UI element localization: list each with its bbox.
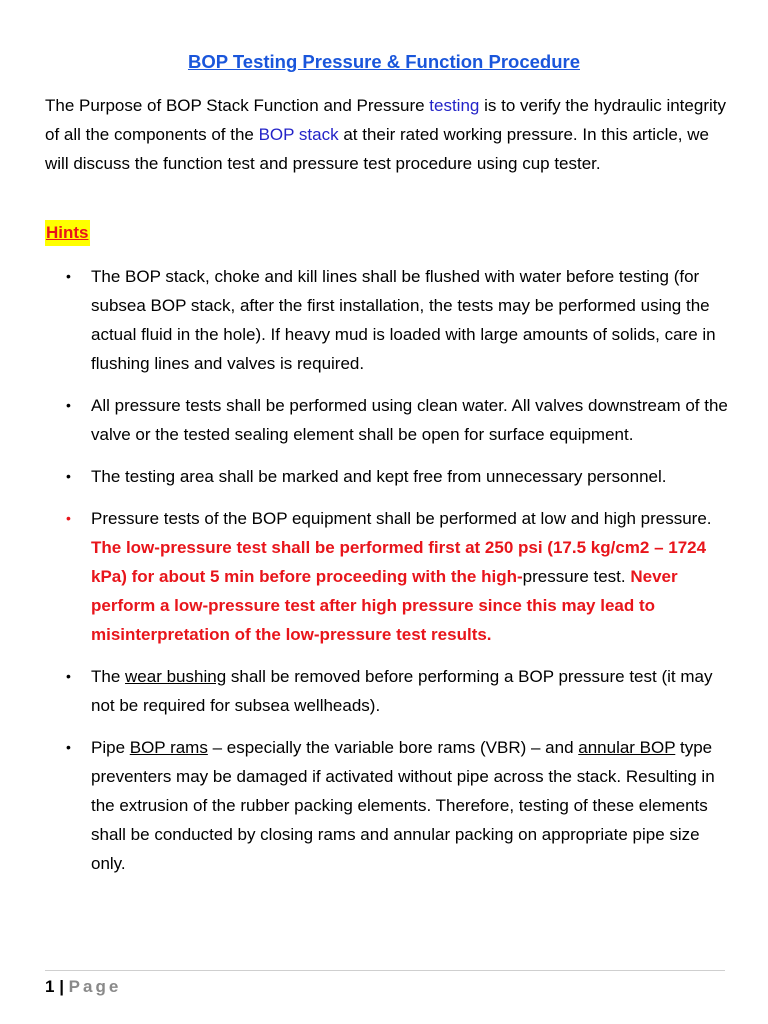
high-pressure-warning: Never perform a low-pressure test after high pressure since this may lead to misinterpretation of the low-pressure test results. bbox=[91, 567, 678, 644]
list-item-text: The testing area shall be marked and kept free from unnecessary personnel. bbox=[91, 467, 667, 486]
list-item-text: The BOP stack, choke and kill lines shall be flushed with water before testing (for subsea BOP stack, after the first installation, the tests may be performed using the actual fluid in the hole). If heavy mud is loaded with large amounts of solids, care in flushing lines and valves is required. bbox=[91, 267, 716, 373]
list-item-text: Pressure tests of the BOP equipment shall be performed at low and high pressure. bbox=[91, 509, 712, 528]
list-item-flushing bbox=[0, 262, 731, 378]
list-item-wear-bushing bbox=[0, 662, 731, 720]
intro-text-1: The Purpose of BOP Stack Function and Pressure bbox=[45, 96, 430, 115]
bullet-marker: • bbox=[66, 510, 71, 526]
bop-stack-link[interactable]: BOP stack bbox=[258, 125, 339, 144]
testing-link[interactable]: testing bbox=[429, 96, 480, 115]
list-item-pressure-tests bbox=[0, 504, 731, 649]
list-item-text-end: type preventers may be damaged if activated without pipe across the stack. Resulting in the extrusion of the rubber packing elements. Therefore, testing of these elements shall be conducted by closing rams and annular packing on appropriate pipe size only. bbox=[91, 738, 715, 873]
list-item-testing-area bbox=[0, 462, 731, 491]
page-footer bbox=[45, 974, 121, 1000]
hints-list bbox=[0, 262, 768, 891]
footer-divider bbox=[45, 970, 725, 971]
wear-bushing-link[interactable]: wear bushing bbox=[125, 667, 227, 686]
intro-text-3: at their rated working pressure. In this article, we will discuss the function test and pressure test procedure using cup tester. bbox=[45, 125, 709, 173]
document-title-text: BOP Testing Pressure & Function Procedure bbox=[187, 51, 580, 72]
page-number: 1 bbox=[45, 977, 55, 996]
hints-heading: Hints bbox=[45, 220, 90, 246]
bop-rams-link[interactable]: BOP rams bbox=[129, 738, 208, 757]
bullet-marker: • bbox=[66, 397, 71, 413]
document-title bbox=[0, 48, 768, 76]
list-item-text: The bbox=[91, 667, 126, 686]
intro-paragraph bbox=[45, 91, 735, 178]
list-item-text: All pressure tests shall be performed using clean water. All valves downstream of the valve or the tested sealing element shall be open for surface equipment. bbox=[91, 396, 728, 444]
page-word: Page bbox=[68, 977, 122, 996]
list-item-bop-rams bbox=[0, 733, 731, 878]
bullet-marker: • bbox=[66, 668, 71, 684]
intro-text-2: is to verify the hydraulic integrity of all the components of the bbox=[45, 96, 726, 144]
list-item-text: Pipe bbox=[91, 738, 130, 757]
bullet-marker: • bbox=[66, 468, 71, 484]
footer-separator: | bbox=[54, 977, 69, 996]
list-item-text-cont: – especially the variable bore rams (VBR) – and bbox=[207, 738, 579, 757]
bullet-marker: • bbox=[66, 739, 71, 755]
list-item-text-cont: pressure test. bbox=[522, 567, 631, 586]
list-item-clean-water bbox=[0, 391, 731, 449]
low-pressure-warning: The low-pressure test shall be performed first at 250 psi (17.5 kg/cm2 – 1724 kPa) for about 5 min before proceeding with the high- bbox=[91, 538, 707, 586]
annular-bop-link[interactable]: annular BOP bbox=[578, 738, 676, 757]
list-item-text-cont: shall be removed before performing a BOP pressure test (it may not be required for subsea wellheads). bbox=[91, 667, 713, 715]
bullet-marker: • bbox=[66, 268, 71, 284]
